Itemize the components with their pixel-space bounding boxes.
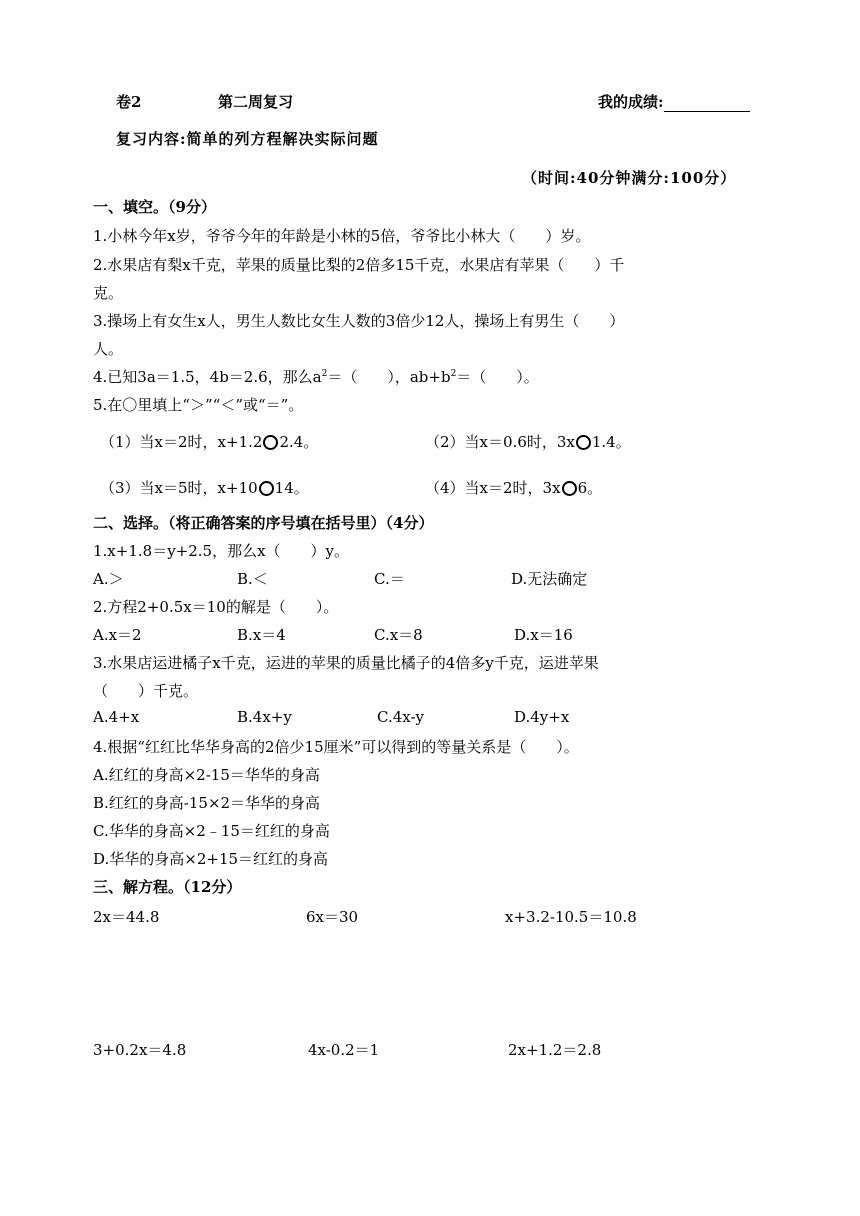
s2-q3-option-d[interactable]: D.4y+x xyxy=(514,708,570,726)
s2-q3-option-a[interactable]: A.4+x xyxy=(93,708,140,726)
s2-q2-option-c[interactable]: C.x＝8 xyxy=(374,626,423,644)
section1-title: 一、填空。（9分） xyxy=(93,198,216,216)
q5-item-4: （4）当x＝2时，3x 6。 xyxy=(425,479,603,497)
time-note: （时间:40分钟满分:100分） xyxy=(522,169,737,187)
s1-question-2-line2: 克。 xyxy=(93,284,124,302)
s2-q4-option-a[interactable]: A.红红的身高×2-15＝华华的身高 xyxy=(93,766,320,784)
review-content: 复习内容:简单的列方程解决实际问题 xyxy=(116,130,379,148)
q5-item-2: （2）当x＝0.6时，3x 1.4。 xyxy=(425,433,631,451)
q4-part-c: ＝（ ）。 xyxy=(456,368,539,386)
s1-question-4 xyxy=(93,366,539,387)
paper-number: 卷2 xyxy=(116,93,142,111)
equation-5: 4x-0.2＝1 xyxy=(308,1041,380,1059)
s1-question-3-line2: 人。 xyxy=(93,340,124,358)
s2-q1-option-c[interactable]: C.＝ xyxy=(374,570,405,588)
equation-1: 2x＝44.8 xyxy=(93,908,160,926)
s2-q1-option-d[interactable]: D.无法确定 xyxy=(511,570,588,588)
s1-question-5: 5.在〇里填上“＞”“＜”或“＝”。 xyxy=(93,396,304,414)
s1-question-2-line1: 2.水果店有梨x千克，苹果的质量比梨的2倍多15千克，水果店有苹果（ ）千 xyxy=(93,256,625,274)
s2-q2-option-b[interactable]: B.x＝4 xyxy=(237,626,286,644)
score-label: 我的成绩: xyxy=(598,93,664,111)
section3-title: 三、解方程。（12分） xyxy=(93,878,242,896)
week-title: 第二周复习 xyxy=(218,93,294,111)
compare-circle-icon[interactable] xyxy=(259,481,274,496)
s2-q3-option-b[interactable]: B.4x+y xyxy=(237,708,292,726)
equation-6: 2x+1.2＝2.8 xyxy=(508,1041,602,1059)
compare-circle-icon[interactable] xyxy=(263,435,278,450)
s2-q4-option-c[interactable]: C.华华的身高×2﹣15＝红红的身高 xyxy=(93,822,330,840)
q5-item-3: （3）当x＝5时，x+10 14。 xyxy=(100,479,309,497)
q4-exponent-1: 2 xyxy=(321,369,328,379)
section2-title: 二、选择。（将正确答案的序号填在括号里）（4分） xyxy=(93,514,434,532)
q5-item-1: （1）当x＝2时，x+1.2 2.4。 xyxy=(100,433,319,451)
s2-q2-option-d[interactable]: D.x＝16 xyxy=(514,626,573,644)
compare-circle-icon[interactable] xyxy=(562,481,577,496)
s2-question-4: 4.根据“红红比华华身高的2倍少15厘米”可以得到的等量关系是（ ）。 xyxy=(93,738,579,756)
s2-question-3-line2: （ ）千克。 xyxy=(93,682,199,700)
s2-q3-option-c[interactable]: C.4x-y xyxy=(377,708,424,726)
s2-q2-option-a[interactable]: A.x＝2 xyxy=(93,626,142,644)
s2-question-1: 1.x+1.8＝y+2.5，那么x（ ）y。 xyxy=(93,542,350,560)
s2-q4-option-b[interactable]: B.红红的身高-15×2＝华华的身高 xyxy=(93,794,321,812)
s2-question-2: 2.方程2+0.5x＝10的解是（ ）。 xyxy=(93,598,339,616)
s2-q1-option-a[interactable]: A.＞ xyxy=(93,570,124,588)
s2-question-3-line1: 3.水果店运进橘子x千克，运进的苹果的质量比橘子的4倍多y千克，运进苹果 xyxy=(93,654,599,672)
s1-question-1: 1.小林今年x岁，爷爷今年的年龄是小林的5倍，爷爷比小林大（ ）岁。 xyxy=(93,227,591,245)
compare-circle-icon[interactable] xyxy=(576,435,591,450)
score-blank xyxy=(664,97,750,112)
equation-2: 6x＝30 xyxy=(306,908,359,926)
s1-question-3-line1: 3.操场上有女生x人，男生人数比女生人数的3倍少12人，操场上有男生（ ） xyxy=(93,312,625,330)
equation-4: 3+0.2x＝4.8 xyxy=(93,1041,187,1059)
q4-part-a: 4.已知3a＝1.5，4b＝2.6，那么a xyxy=(93,368,322,386)
q4-exponent-2: 2 xyxy=(450,369,457,379)
score-field xyxy=(598,91,750,112)
equation-3: x+3.2-10.5＝10.8 xyxy=(505,908,637,926)
s2-q4-option-d[interactable]: D.华华的身高×2+15＝红红的身高 xyxy=(93,850,329,868)
s2-q1-option-b[interactable]: B.＜ xyxy=(237,570,268,588)
q4-part-b: ＝（ ），ab+b xyxy=(327,368,451,386)
